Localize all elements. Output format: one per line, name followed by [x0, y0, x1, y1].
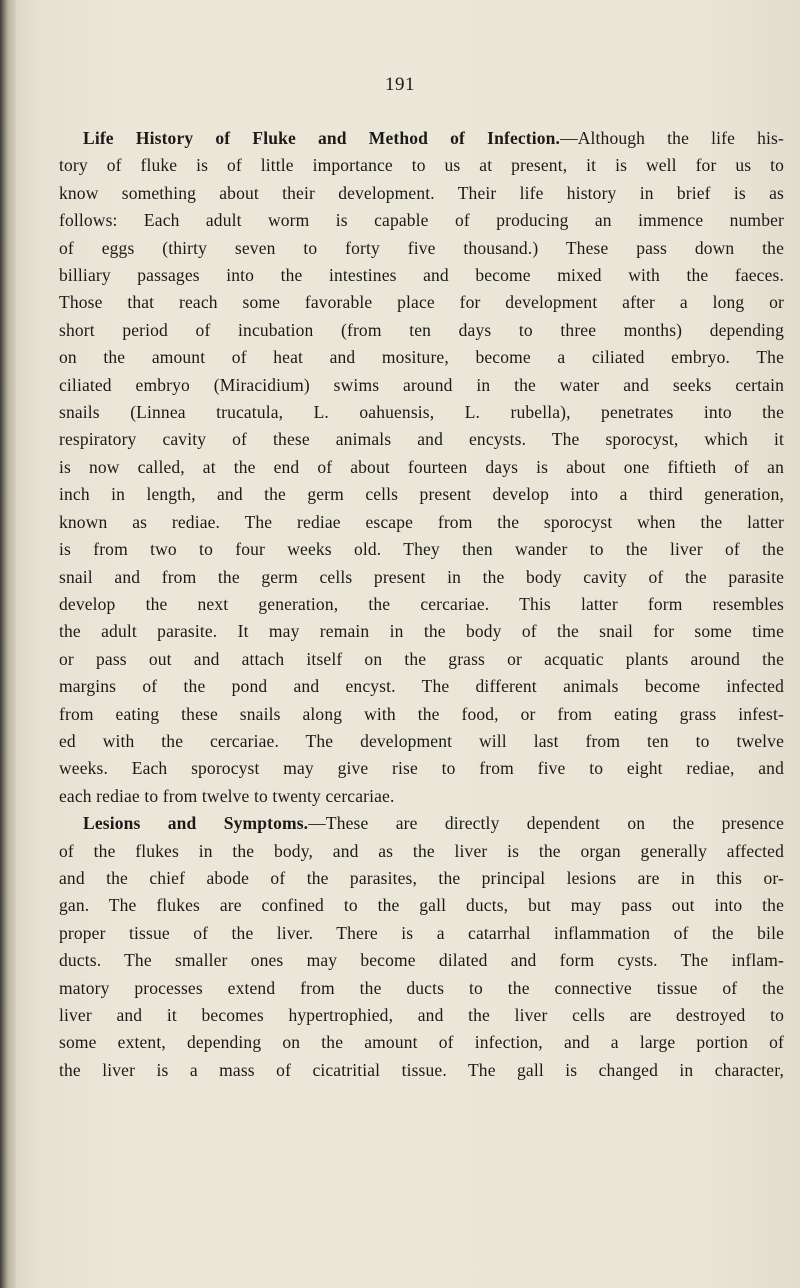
paragraph-1-first-line: Life History of Fluke and Method of Infection.—Although the life his- — [83, 128, 784, 148]
paragraph-line: known as rediae. The rediae escape from the sporocyst when the latter — [59, 511, 784, 532]
paragraph-line: on the amount of heat and mositure, become a ciliated embryo. The — [59, 347, 784, 368]
section-heading-lesions: Lesions and Symptoms. — [83, 813, 309, 834]
paragraph-line: billiary passages into the intestines and become mixed with the faeces. — [59, 265, 784, 286]
binding-edge — [0, 0, 16, 1288]
paragraph-line: is now called, at the end of about fourteen days is about one fiftieth of an — [59, 456, 784, 477]
paragraph-line: snail and from the germ cells present in the body cavity of the parasite — [59, 566, 784, 587]
paragraph-line: margins of the pond and encyst. The different animals become infected — [59, 676, 784, 697]
paragraph-line: the liver is a mass of cicatritial tissue. The gall is changed in character, — [59, 1059, 784, 1080]
page-number: 191 — [385, 74, 415, 95]
paragraph-line: is from two to four weeks old. They then wander to the liver of the — [59, 539, 784, 560]
paragraph-line: snails (Linnea trucatula, L. oahuensis, L. rubella), penetrates into the — [59, 402, 784, 423]
section-heading-life-history: Life History of Fluke and Method of Infection. — [83, 128, 561, 148]
paragraph-line: develop the next generation, the cercariae. This latter form resembles — [59, 593, 784, 614]
body-text — [59, 125, 784, 1084]
paragraph-line: ed with the cercariae. The development will last from ten to twelve — [59, 730, 784, 751]
paragraph-line: matory processes extend from the ducts to the connective tissue of the — [59, 977, 784, 998]
paragraph-line: and the chief abode of the parasites, the principal lesions are in this or- — [59, 867, 784, 888]
paragraph-line: know something about their development. Their life history in brief is as — [59, 182, 784, 203]
paragraph-line: or pass out and attach itself on the grass or acquatic plants around the — [59, 648, 784, 669]
paragraph-line: short period of incubation (from ten days to three months) depending — [59, 319, 784, 340]
paragraph-line: respiratory cavity of these animals and encysts. The sporocyst, which it — [59, 429, 784, 450]
paragraph-line: gan. The flukes are confined to the gall ducts, but may pass out into the — [59, 895, 784, 916]
paragraph-line: of eggs (thirty seven to forty five thousand.) These pass down the — [59, 237, 784, 258]
paragraph-line: follows: Each adult worm is capable of producing an immence number — [59, 210, 784, 231]
paragraph-line: proper tissue of the liver. There is a catarrhal inflammation of the bile — [59, 922, 784, 943]
paragraph-last-line: each rediae to from twelve to twenty cercariae. — [59, 785, 395, 806]
paragraph-line: ducts. The smaller ones may become dilated and form cysts. The inflam- — [59, 950, 784, 971]
paragraph-line: of the flukes in the body, and as the liver is the organ generally affected — [59, 840, 784, 861]
paragraph-line: the adult parasite. It may remain in the body of the snail for some time — [59, 621, 784, 642]
paragraph-line: liver and it becomes hypertrophied, and the liver cells are destroyed to — [59, 1005, 784, 1025]
paragraph-line: weeks. Each sporocyst may give rise to from five to eight rediae, and — [59, 758, 784, 779]
paragraph-line: ciliated embryo (Miracidium) swims around in the water and seeks certain — [59, 374, 784, 395]
paragraph-line: some extent, depending on the amount of infection, and a large portion of — [59, 1032, 784, 1053]
paragraph-line: Those that reach some favorable place for development after a long or — [59, 292, 784, 313]
paragraph-line: inch in length, and the germ cells present develop into a third generation, — [59, 484, 784, 505]
paragraph-line: tory of fluke is of little importance to us at present, it is well for us to — [59, 155, 784, 176]
paragraph-line: from eating these snails along with the food, or from eating grass infest- — [59, 703, 784, 724]
paragraph-2-first-line: Lesions and Symptoms.—These are directly dependent on the presence — [83, 813, 784, 834]
